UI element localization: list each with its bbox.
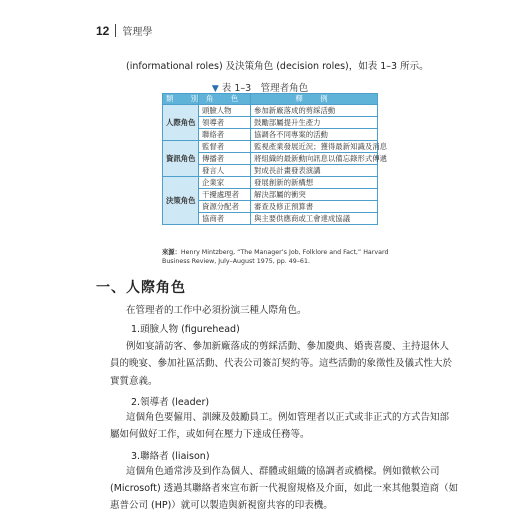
category-cell: 決策角色: [163, 177, 199, 225]
role-cell: 傳播者: [199, 153, 251, 165]
role-cell: 頭臉人物: [199, 105, 251, 117]
role-cell: 監督者: [199, 141, 251, 153]
example-cell: 將組織的最新動向訊息以備忘錄形式傳遞: [251, 153, 378, 165]
paragraph-line: 這個角色要僱用、訓練及鼓勵員工。例如管理者以正式或非正式的方式告知部: [126, 412, 450, 423]
table-header-row: [163, 94, 378, 105]
example-cell: 對成長計畫發表演講: [251, 165, 378, 177]
category-cell: 人際角色: [163, 105, 199, 141]
item-title: 2.領導者 (leader): [131, 397, 210, 408]
table-row: [163, 141, 378, 153]
page-number: 12: [96, 23, 110, 38]
table-caption-text: 表 1–3 管理者角色: [221, 83, 309, 94]
paragraph-line: (Microsoft) 透過其聯絡者來宣布新一代視窗規格及介面，如此一來其他製造商（如: [110, 483, 459, 494]
role-cell: 干擾處理者: [199, 189, 251, 201]
example-cell: 審查及修正預算書: [251, 201, 378, 213]
example-cell: 鼓勵部屬提升生產力: [251, 117, 378, 129]
intro-text: (informational roles) 及決策角色 (decision roles)，如表 1–3 所示。: [126, 61, 429, 72]
example-cell: 協調各不同專案的活動: [251, 129, 378, 141]
role-cell: 資源分配者: [199, 201, 251, 213]
example-cell: 監視產業發展近況；獲得最新知識及消息: [251, 141, 378, 153]
table-caption: [0, 80, 520, 94]
item-title: 3.聯絡者 (liaison): [131, 451, 210, 462]
role-cell: 領導者: [199, 117, 251, 129]
item-title: 1.頭臉人物 (figurehead): [131, 324, 240, 335]
table-source-note: [162, 248, 402, 266]
role-cell: 發言人: [199, 165, 251, 177]
book-title: 管理學: [122, 27, 153, 38]
table-row: [163, 105, 378, 117]
example-cell: 與主要供應商或工會達成協議: [251, 213, 378, 225]
table-row: [163, 177, 378, 189]
manager-roles-table: [162, 93, 388, 225]
section-intro: 在管理者的工作中必須扮演三種人際角色。: [126, 305, 307, 316]
source-label: 來源：: [162, 249, 181, 256]
paragraph-line: 實質意義。: [110, 376, 158, 387]
triangle-down-icon: ▼: [211, 84, 219, 94]
section-heading: 一、人際角色: [96, 280, 186, 296]
paragraph-line: 這個角色通常涉及到作為個人、群體或組織的協調者或橋樑。例如微軟公司: [126, 466, 440, 477]
example-cell: 發展創新的新構想: [251, 177, 378, 189]
paragraph-line: 惠普公司 (HP)）就可以製造與新視窗共容的印表機。: [110, 500, 333, 511]
example-cell: 參加新廠落成的剪綵活動: [251, 105, 378, 117]
column-header-role: 角 色: [199, 94, 251, 105]
source-citation: Henry Mintzberg, “The Manager’s Job, Folklore and Fact,” Harvard Business Review, July–August 1975, pp. 49–61.: [162, 249, 389, 265]
role-cell: 聯絡者: [199, 129, 251, 141]
header-divider: [115, 24, 116, 37]
category-cell: 資訊角色: [163, 141, 199, 177]
page-header: [96, 23, 152, 38]
role-cell: 企業家: [199, 177, 251, 189]
paragraph-line: 例如宴請訪客、參加新廠落成的剪綵活動、參加慶典、婚喪喜慶、主持退休人: [126, 341, 450, 352]
example-cell: 解決部屬的衝突: [251, 189, 378, 201]
paragraph-line: 員的晚宴、參加社區活動、代表公司簽訂契約等。這些活動的象徵性及儀式性大於: [110, 358, 453, 369]
column-header-category: 類 別: [163, 94, 199, 105]
role-cell: 協商者: [199, 213, 251, 225]
paragraph-line: 屬如何做好工作，或如何在壓力下達成任務等。: [110, 429, 310, 440]
column-header-example: 釋 例: [251, 94, 378, 105]
